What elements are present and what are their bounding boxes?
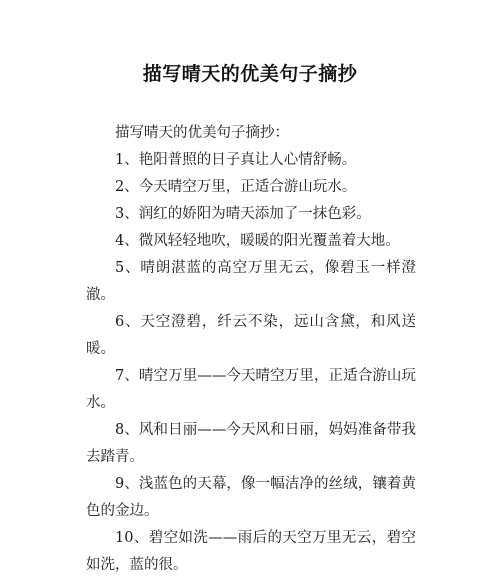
sentence-item-8: 8、风和日丽——今天风和日丽，妈妈准备带我去踏青。 [86,422,416,465]
sentence-item-9: 9、浅蓝色的天幕，像一幅洁净的丝绒，镶着黄色的金边。 [86,476,416,519]
document-body [86,120,416,579]
sentence-item-7: 7、晴空万里——今天晴空万里，正适合游山玩水。 [86,368,416,411]
sentence-item-3: 3、润红的娇阳为晴天添加了一抹色彩。 [115,206,371,222]
sentence-item-2: 2、今天晴空万里，正适合游山玩水。 [115,179,357,195]
sentence-item-6: 6、天空澄碧，纤云不染，远山含黛，和风送暖。 [86,314,416,357]
sentence-item-1: 1、艳阳普照的日子真让人心情舒畅。 [115,152,357,168]
sentence-item-4: 4、微风轻轻地吹，暖暖的阳光覆盖着大地。 [115,233,400,249]
sentence-item-10: 10、碧空如洗——雨后的天空万里无云，碧空如洗，蓝的很。 [86,530,416,573]
document-title: 描写晴天的优美句子摘抄 [142,63,358,85]
sentence-item-5: 5、晴朗湛蓝的高空万里无云，像碧玉一样澄澈。 [86,260,416,303]
intro-line: 描写晴天的优美句子摘抄： [115,125,289,141]
